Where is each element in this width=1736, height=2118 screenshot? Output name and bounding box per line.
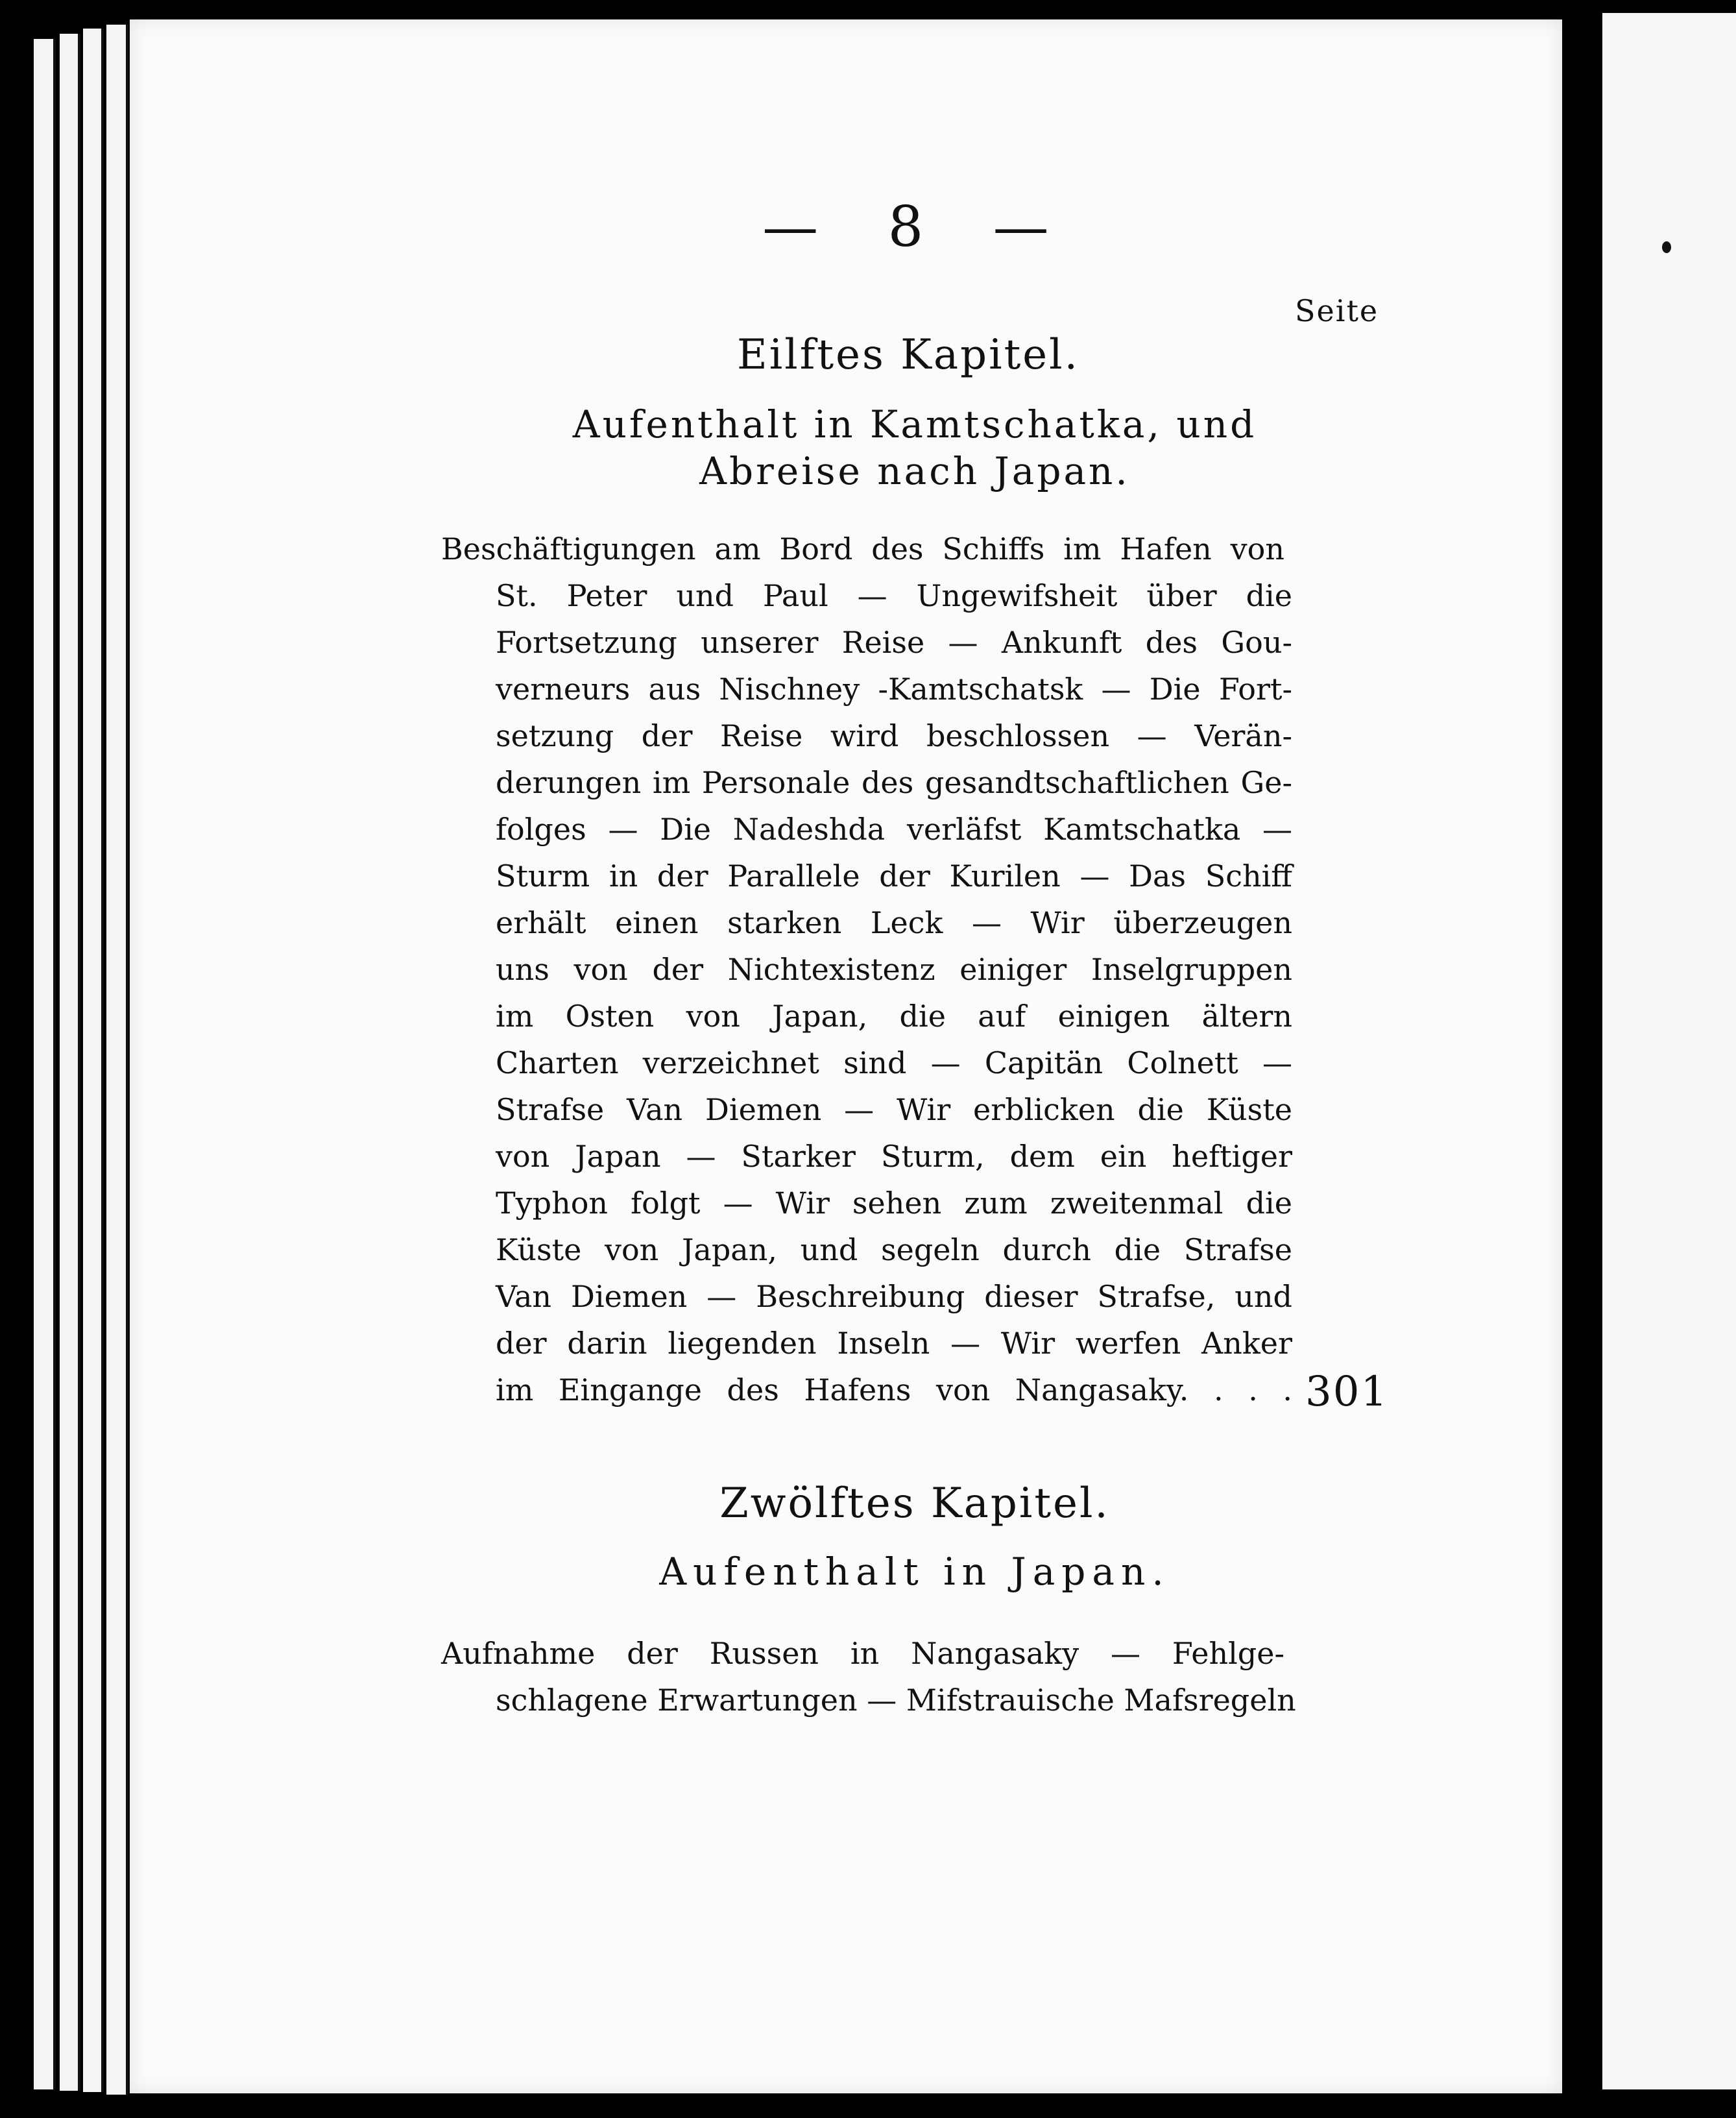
summary-line: Küste von Japan, und segeln durch die Strafse [496,1232,1292,1267]
summary-line: Strafse Van Diemen — Wir erblicken die Küste [496,1092,1292,1127]
summary-line: der darin liegenden Inseln — Wir werfen Anker [496,1326,1292,1361]
chapter-subtitle-line: Aufenthalt in Kamtschatka, und [572,402,1257,446]
summary-line: im Osten von Japan, die auf einigen ältern [496,999,1292,1034]
ink-speck [1662,241,1671,253]
page-edge [106,25,128,2095]
summary-line: folges — Die Nadeshda verläfst Kamtschatka — [496,812,1292,847]
summary-line: Beschäftigungen am Bord des Schiffs im Hafen von [441,531,1284,566]
summary-line: verneurs aus Nischney -Kamtschatsk — Die Fort- [496,672,1292,707]
summary-line: Charten verzeichnet sind — Capitän Colnett — [496,1045,1292,1080]
summary-line: uns von der Nichtexistenz einiger Inselgruppen [496,952,1292,987]
summary-line: Typhon folgt — Wir sehen zum zweitenmal die [496,1186,1292,1221]
page-number: — 8 — [762,195,1075,260]
chapter-subtitle-line: Aufenthalt in Japan. [659,1550,1170,1594]
summary-line: erhält einen starken Leck — Wir überzeugen [496,905,1292,940]
chapter-title: Zwölftes Kapitel. [719,1479,1110,1528]
summary-line: setzung der Reise wird beschlossen — Verän- [496,718,1292,753]
chapter-title: Eilftes Kapitel. [737,331,1079,379]
page-edge [60,34,80,2091]
summary-line: Sturm in der Parallele der Kurilen — Das Schiff [496,858,1292,894]
chapter-subtitle-line: Abreise nach Japan. [699,449,1130,493]
summary-line: von Japan — Starker Sturm, dem ein heftiger [496,1139,1292,1174]
facing-page-edge [1602,13,1736,2089]
summary-line: schlagene Erwartungen — Mifstrauische Mafsregeln [496,1683,1296,1718]
summary-line: Aufnahme der Russen in Nangasaky — Fehlge- [441,1636,1284,1671]
summary-line: derungen im Personale des gesandtschaftlichen Ge- [496,765,1292,800]
summary-line: Fortsetzung unserer Reise — Ankunft des Gou- [496,625,1292,660]
summary-line: im Eingange des Hafens von Nangasaky. . . . [496,1372,1292,1407]
page-edge [34,39,56,2089]
page-column-heading: Seite [1295,293,1379,328]
page-edge [83,29,104,2092]
summary-line: Van Diemen — Beschreibung dieser Strafse, und [496,1279,1292,1314]
summary-line: St. Peter und Paul — Ungewifsheit über die [496,578,1292,613]
page-reference: 301 [1305,1368,1389,1416]
